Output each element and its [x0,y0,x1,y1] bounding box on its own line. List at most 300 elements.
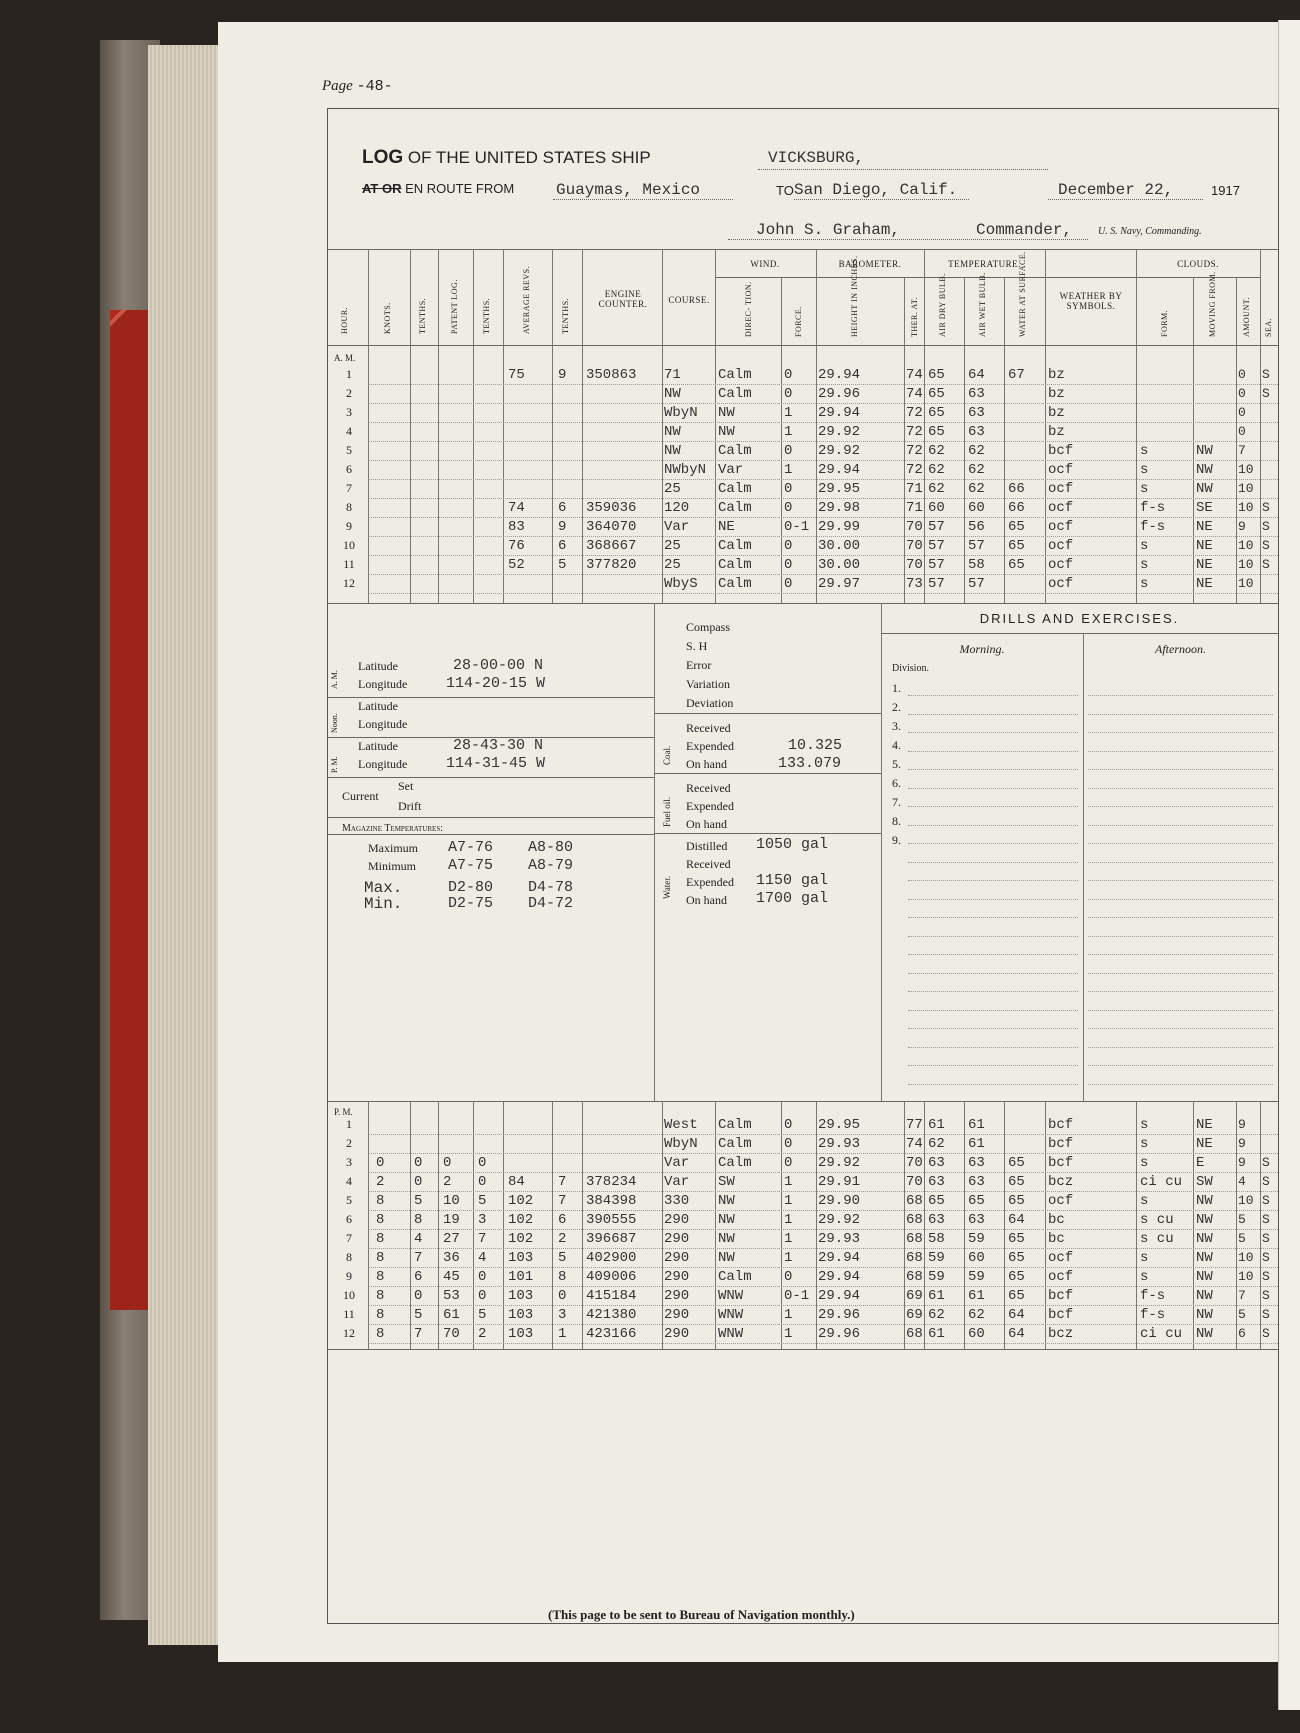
cell-wx: bcz [1048,1326,1074,1342]
coal-label: Coal. [662,745,672,765]
drill-division-number: 6. [892,776,901,790]
cell-mov: NE [1196,538,1213,554]
cell-ther: 70 [906,519,923,535]
cell-mov: NE [1196,557,1213,573]
cell-water: 65 [1008,1155,1025,1171]
cell-amt: 9 [1238,1117,1246,1132]
cell-bar: 29.97 [818,576,861,592]
cell-wx: bcf [1048,1136,1074,1152]
cell-dir: WNW [718,1288,744,1304]
cell-h: 8 [346,500,352,514]
variation-label: Variation [686,677,730,691]
cell-amt: 10 [1238,462,1254,477]
cell-form: f-s [1140,519,1166,535]
cell-amt: 5 [1238,1212,1246,1227]
cell-kt: 5 [414,1307,423,1323]
cell-kt: 4 [414,1231,423,1247]
route-to: San Diego, Calif. [794,181,958,199]
cell-dry: 60 [928,500,945,516]
cell-water: 65 [1008,1250,1025,1266]
cell-ther: 68 [906,1231,923,1247]
col-air-dry: AIR DRY BULB. [938,273,947,337]
cell-dry: 65 [928,424,945,440]
cell-h: 9 [346,1269,352,1283]
cell-dir: Calm [718,481,752,497]
cell-wx: ocf [1048,1269,1074,1285]
cell-eng: 396687 [586,1231,637,1247]
cell-mov: NW [1196,1193,1213,1209]
cell-force: 0-1 [784,1288,810,1304]
cell-mov: NW [1196,443,1213,459]
cell-kt: 7 [414,1250,423,1266]
cell-plt: 7 [478,1231,487,1247]
cell-course: 290 [664,1326,690,1342]
water-onhand-label: On hand [686,893,727,907]
cell-amt: 10 [1238,500,1254,515]
cell-course: 330 [664,1193,690,1209]
cell-sea: S [1262,1155,1270,1170]
cell-eng: 368667 [586,538,637,554]
log-form [327,108,1279,1624]
cell-dry: 65 [928,367,945,383]
cell-rev: 103 [508,1326,534,1342]
cell-pl: 27 [443,1231,460,1247]
cell-dir: Var [718,462,744,478]
cell-dry: 61 [928,1288,945,1304]
cell-h: 1 [346,367,352,381]
commander-rank: Commander, [976,221,1073,239]
cell-rt: 3 [558,1307,567,1323]
cell-force: 1 [784,1250,793,1266]
cell-rt: 6 [558,538,567,554]
cell-bar: 29.96 [818,1326,861,1342]
cell-eng: 390555 [586,1212,637,1228]
fuel-onhand-label: On hand [686,817,727,831]
cell-mov: SE [1196,500,1213,516]
cell-wx: bcf [1048,443,1074,459]
col-patent-log: PATENT LOG. [450,279,459,334]
cell-pl: 10 [443,1193,460,1209]
cell-dir: Calm [718,443,752,459]
cell-rt: 1 [558,1326,567,1342]
cell-wet: 61 [968,1117,985,1133]
cell-kt: 5 [414,1193,423,1209]
cell-water: 64 [1008,1307,1025,1323]
cell-rt: 0 [558,1288,567,1304]
cell-water: 66 [1008,481,1025,497]
cell-bar: 29.99 [818,519,861,535]
cell-wet: 62 [968,481,985,497]
cell-dry: 57 [928,557,945,573]
cell-k: 0 [376,1155,385,1171]
cell-rev: 103 [508,1307,534,1323]
cell-ther: 71 [906,500,923,516]
cell-k: 8 [376,1212,385,1228]
cell-wx: ocf [1048,557,1074,573]
drift-label: Drift [398,799,422,813]
mag-max-label: Maximum [368,841,418,855]
cell-h: 12 [343,1326,355,1340]
cell-dry: 57 [928,519,945,535]
cell-kt: 0 [414,1174,423,1190]
cell-wx: ocf [1048,1250,1074,1266]
cell-sea: S [1262,1193,1270,1208]
cell-dry: 65 [928,1193,945,1209]
cell-h: 6 [346,462,352,476]
commanding-label: U. S. Navy, Commanding. [1098,226,1202,237]
cell-course: West [664,1117,698,1133]
cell-dry: 62 [928,481,945,497]
cell-rt: 5 [558,557,567,573]
cell-sea: S [1262,1307,1270,1322]
mag-min-d2: D2-75 [448,895,494,912]
cell-kt: 6 [414,1269,423,1285]
water-received-label: Received [686,857,731,871]
cell-form: f-s [1140,1288,1166,1304]
cell-h: 12 [343,576,355,590]
cell-form: s [1140,443,1149,459]
compass-label: Compass [686,620,731,634]
pm-longitude: 114-31-45 W [446,755,546,772]
cell-dir: Calm [718,1155,752,1171]
coal-expended-value: 10.325 [788,737,843,754]
cell-force: 0 [784,500,793,516]
facing-page-edge [1278,20,1300,1710]
cell-bar: 29.92 [818,443,861,459]
cell-sea: S [1262,386,1270,401]
cell-ther: 68 [906,1250,923,1266]
cell-amt: 10 [1238,576,1254,591]
cell-mov: NW [1196,1250,1213,1266]
cell-dry: 62 [928,462,945,478]
cell-course: 25 [664,538,681,554]
cell-h: 5 [346,1193,352,1207]
cell-pl: 2 [443,1174,452,1190]
mag-min2-label: Min. [364,895,403,913]
cell-form: s [1140,1117,1149,1133]
water-distilled-label: Distilled [686,839,728,853]
cell-course: NW [664,443,681,459]
cell-amt: 9 [1238,1136,1246,1151]
cell-h: 10 [343,538,355,552]
cell-pl: 0 [443,1155,452,1171]
cell-course: 290 [664,1307,690,1323]
cell-amt: 4 [1238,1174,1246,1189]
cell-plt: 2 [478,1326,487,1342]
cell-course: 25 [664,481,681,497]
cell-ther: 68 [906,1326,923,1342]
cell-plt: 0 [478,1288,487,1304]
col-course: COURSE. [668,295,710,305]
cell-h: 6 [346,1212,352,1226]
cell-form: s [1140,1155,1149,1171]
cell-rev: 83 [508,519,525,535]
cell-bar: 29.94 [818,1269,861,1285]
cell-wet: 62 [968,462,985,478]
cell-water: 67 [1008,367,1025,383]
cell-form: ci cu [1140,1174,1183,1190]
error-label: Error [686,658,712,672]
cell-wet: 63 [968,1212,985,1228]
mag-min-a8: A8-79 [528,857,574,874]
cell-eng: 378234 [586,1174,637,1190]
cell-sea: S [1262,557,1270,572]
cell-form: f-s [1140,500,1166,516]
cell-dry: 62 [928,1136,945,1152]
cell-wx: bz [1048,424,1065,440]
cell-bar: 29.95 [818,481,861,497]
cell-ther: 74 [906,1136,923,1152]
cell-form: s [1140,481,1149,497]
cell-kt: 7 [414,1326,423,1342]
noon-lat-label: Latitude [358,699,398,713]
cell-dry: 57 [928,538,945,554]
cell-plt: 5 [478,1193,487,1209]
drills-morning: Morning. [959,642,1005,656]
cell-wx: ocf [1048,500,1074,516]
cell-course: Var [664,1174,690,1190]
cell-sea: S [1262,1288,1270,1303]
cell-bar: 29.92 [818,1155,861,1171]
cell-mov: NW [1196,1269,1213,1285]
cell-rt: 9 [558,367,567,383]
cell-force: 0 [784,367,793,383]
cell-dry: 63 [928,1155,945,1171]
cell-dir: NW [718,1212,735,1228]
drill-division-number: 9. [892,833,901,847]
drill-division-number: 2. [892,700,901,714]
cell-dir: WNW [718,1326,744,1342]
coal-received-label: Received [686,721,731,735]
cell-plt: 0 [478,1174,487,1190]
cell-amt: 5 [1238,1231,1246,1246]
cell-water: 65 [1008,1231,1025,1247]
cell-wet: 58 [968,557,985,573]
cell-h: 2 [346,386,352,400]
cell-wx: ocf [1048,1193,1074,1209]
cell-dir: NE [718,519,735,535]
cell-wx: ocf [1048,538,1074,554]
cell-k: 8 [376,1307,385,1323]
cell-ther: 72 [906,424,923,440]
cell-ther: 68 [906,1212,923,1228]
pm-label: P. M. [334,1107,353,1117]
cell-dry: 63 [928,1212,945,1228]
am-lat-label: Latitude [358,659,398,673]
cell-amt: 10 [1238,557,1254,572]
cell-wet: 61 [968,1288,985,1304]
col-avg-revs: AVERAGE REVS. [522,265,531,334]
cell-wet: 56 [968,519,985,535]
cell-dir: Calm [718,500,752,516]
cell-amt: 10 [1238,1193,1254,1208]
cell-ther: 70 [906,538,923,554]
cell-dry: 61 [928,1117,945,1133]
cell-eng: 364070 [586,519,637,535]
cell-bar: 29.94 [818,462,861,478]
cell-ther: 70 [906,1174,923,1190]
am-long-label: Longitude [358,677,408,691]
coal-onhand-value: 133.079 [778,755,842,772]
cell-ther: 74 [906,386,923,402]
cell-sea: S [1262,538,1270,553]
cell-form: ci cu [1140,1326,1183,1342]
drills-afternoon: Afternoon. [1155,642,1206,656]
cell-water: 65 [1008,1193,1025,1209]
cell-kt: 0 [414,1155,423,1171]
cell-eng: 423166 [586,1326,637,1342]
cell-wet: 57 [968,576,985,592]
page-edges [148,45,228,1645]
cell-ther: 71 [906,481,923,497]
cell-water: 64 [1008,1326,1025,1342]
col-hour: HOUR. [340,306,349,334]
water-label: Water. [662,875,672,899]
cell-mov: NE [1196,1136,1213,1152]
cell-plt: 4 [478,1250,487,1266]
cell-wx: bcf [1048,1117,1074,1133]
drill-division-number: 4. [892,738,901,752]
cell-dry: 63 [928,1174,945,1190]
cell-wx: bcf [1048,1288,1074,1304]
cell-water: 65 [1008,1174,1025,1190]
col-air-wet: AIR WET BULB. [978,272,987,337]
cell-rt: 9 [558,519,567,535]
cell-plt: 3 [478,1212,487,1228]
cell-force: 1 [784,1231,793,1247]
cell-mov: SW [1196,1174,1213,1190]
cell-ther: 72 [906,462,923,478]
cell-bar: 29.94 [818,1250,861,1266]
cell-sea: S [1262,367,1270,382]
cell-dry: 61 [928,1326,945,1342]
cell-bar: 29.93 [818,1136,861,1152]
cell-wet: 60 [968,1250,985,1266]
cell-rev: 76 [508,538,525,554]
cell-dry: 57 [928,576,945,592]
cell-plt: 0 [478,1155,487,1171]
cell-rt: 6 [558,1212,567,1228]
cell-force: 0 [784,1269,793,1285]
cell-eng: 377820 [586,557,637,573]
cell-water: 65 [1008,557,1025,573]
cell-ther: 72 [906,443,923,459]
col-engine-counter: ENGINE COUNTER. [598,289,648,309]
cell-eng: 409006 [586,1269,637,1285]
cell-sea: S [1262,1269,1270,1284]
cell-water: 65 [1008,538,1025,554]
cell-amt: 10 [1238,538,1254,553]
cell-rev: 74 [508,500,525,516]
cell-water: 65 [1008,1288,1025,1304]
cell-mov: NE [1196,519,1213,535]
cell-form: s [1140,1250,1149,1266]
cell-bar: 29.92 [818,424,861,440]
water-distilled-value: 1050 gal [756,836,829,853]
current-label: Current [342,789,379,803]
cell-course: 71 [664,367,681,383]
col-direction: DIREC- TION. [744,281,753,337]
cell-mov: E [1196,1155,1205,1171]
cell-dir: NW [718,405,735,421]
cell-dry: 59 [928,1269,945,1285]
cell-course: WbyN [664,1136,698,1152]
cell-h: 4 [346,424,352,438]
cell-k: 8 [376,1231,385,1247]
cell-course: 290 [664,1288,690,1304]
cell-dir: SW [718,1174,735,1190]
mag-min-d4: D4-72 [528,895,574,912]
mag-min-a7: A7-75 [448,857,494,874]
cell-wx: bz [1048,367,1065,383]
cell-bar: 29.96 [818,1307,861,1323]
water-expended-value: 1150 gal [756,872,829,889]
am-latitude: 28-00-00 N [453,657,544,674]
col-barometer: BAROMETER. [838,259,902,269]
cell-form: s cu [1140,1212,1174,1228]
cell-sea: S [1262,1174,1270,1189]
coal-onhand-label: On hand [686,757,727,771]
cell-rt: 2 [558,1231,567,1247]
pm-lat-label: Latitude [358,739,398,753]
cell-dir: Calm [718,1269,752,1285]
noon-pos-label: Noon. [330,713,339,733]
cell-amt: 6 [1238,1326,1246,1341]
cell-sea: S [1262,500,1270,515]
cell-amt: 9 [1238,1155,1246,1170]
cell-wx: ocf [1048,519,1074,535]
cell-water: 64 [1008,1212,1025,1228]
cell-amt: 0 [1238,424,1246,439]
cell-force: 1 [784,462,793,478]
cell-ther: 69 [906,1288,923,1304]
pm-long-label: Longitude [358,757,408,771]
col-clouds: CLOUDS. [1177,259,1219,269]
cell-sea: S [1262,1326,1270,1341]
col-tenths-2: TENTHS. [482,297,491,334]
sh-label: S. H [686,639,708,653]
cell-k: 8 [376,1250,385,1266]
cell-course: NW [664,424,681,440]
col-height: HEIGHT IN INCHES. [850,255,859,337]
cell-amt: 10 [1238,481,1254,496]
log-year: 1917 [1211,183,1240,198]
cell-plt: 0 [478,1269,487,1285]
cell-bar: 29.93 [818,1231,861,1247]
cell-ther: 69 [906,1307,923,1323]
cell-wx: ocf [1048,462,1074,478]
cell-wx: bc [1048,1212,1065,1228]
cell-h: 2 [346,1136,352,1150]
cell-force: 1 [784,405,793,421]
magazine-title: Magazine Temperatures: [342,823,443,834]
footer-note: (This page to be sent to Bureau of Navigation monthly.) [548,1607,855,1622]
cell-form: s cu [1140,1231,1174,1247]
cell-dir: NW [718,1250,735,1266]
cell-eng: 384398 [586,1193,637,1209]
cell-amt: 0 [1238,386,1246,401]
cell-course: NWbyN [664,462,707,478]
cell-force: 0 [784,386,793,402]
cell-dir: NW [718,424,735,440]
cell-amt: 0 [1238,405,1246,420]
col-weather: WEATHER BY SYMBOLS. [1059,291,1123,311]
fuel-oil-label: Fuel oil. [662,796,672,827]
cell-rev: 102 [508,1231,534,1247]
cell-dir: Calm [718,386,752,402]
cell-force: 1 [784,1174,793,1190]
cell-wet: 63 [968,386,985,402]
